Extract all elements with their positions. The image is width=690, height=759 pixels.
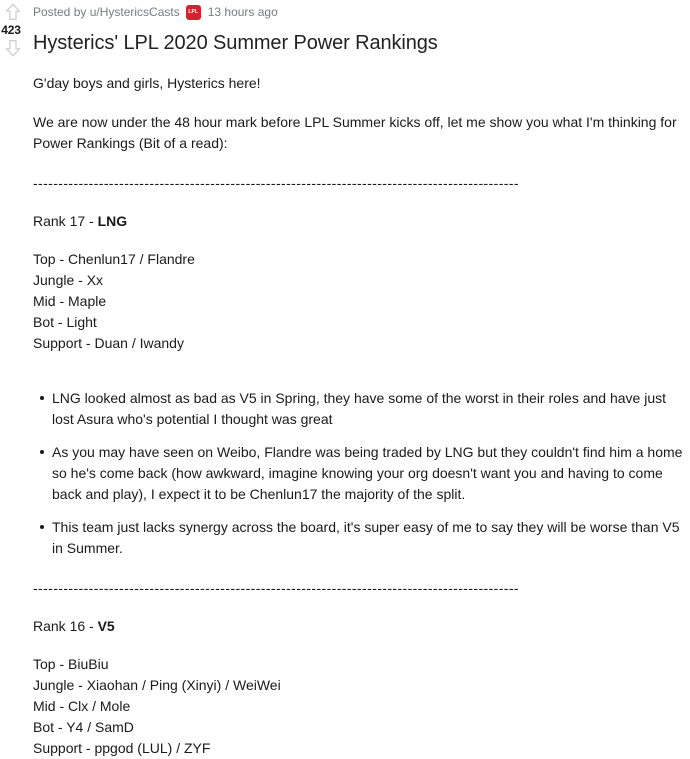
vote-rail — [0, 0, 26, 58]
team-name: V5 — [97, 618, 115, 634]
intro-greeting: G'day boys and girls, Hysterics here! — [33, 75, 261, 91]
rank-heading — [33, 211, 683, 232]
roster-list — [33, 654, 683, 759]
rank-prefix: Rank 16 - — [33, 618, 98, 634]
rank-prefix: Rank 17 - — [33, 213, 98, 229]
rank-heading — [33, 616, 683, 637]
roster-list — [33, 249, 683, 354]
roster-line-support: Support - Duan / Iwandy — [33, 335, 184, 351]
section-divider: ------------------------------------------------------------------------------------------------ — [33, 175, 519, 191]
vote-count: 423 — [1, 23, 21, 37]
page-title[interactable]: Hysterics' LPL 2020 Summer Power Rankings — [33, 32, 438, 54]
list-item: This team just lacks synergy across the board, it's super easy of me to say they will be worse than V5 in Summer. — [52, 517, 683, 559]
roster-line-mid: Mid - Clx / Mole — [33, 698, 131, 714]
list-item: LNG looked almost as bad as V5 in Spring, they have some of the worst in their roles and have just lost Asura who's potential I thought was great — [52, 388, 683, 430]
intro-paragraph: We are now under the 48 hour mark before LPL Summer kicks off, let me show you what I'm thinking for Power Rankings (Bit of a read): — [33, 114, 677, 151]
list-item: As you may have seen on Weibo, Flandre was being traded by LNG but they couldn't find him a home so he's come back (how awkward, imagine knowing your org doesn't want you and having to come back and play), I expect it to be Chenlun17 the majority of the split. — [52, 442, 683, 505]
section-divider: ------------------------------------------------------------------------------------------------ — [33, 580, 519, 596]
team-name: LNG — [97, 213, 128, 229]
roster-line-bot: Bot - Y4 / SamD — [33, 719, 134, 735]
post-content — [33, 0, 683, 759]
post-author-link[interactable]: Posted by u/HystericsCasts — [33, 5, 180, 19]
roster-line-top: Top - Chenlun17 / Flandre — [33, 251, 195, 267]
lpl-flair-icon: LPL — [186, 5, 201, 20]
post-meta — [33, 0, 683, 20]
roster-line-top: Top - BiuBiu — [33, 656, 109, 672]
upvote-arrow-icon[interactable] — [4, 2, 22, 22]
downvote-arrow-icon[interactable] — [4, 38, 22, 58]
roster-line-support: Support - ppgod (LUL) / ZYF — [33, 740, 211, 756]
post-timestamp: 13 hours ago — [207, 5, 278, 19]
roster-line-mid: Mid - Maple — [33, 293, 107, 309]
roster-line-jungle: Jungle - Xx — [33, 272, 104, 288]
roster-line-jungle: Jungle - Xiaohan / Ping (Xinyi) / WeiWei — [33, 677, 281, 693]
analysis-bullet-list — [33, 388, 683, 559]
roster-line-bot: Bot - Light — [33, 314, 97, 330]
